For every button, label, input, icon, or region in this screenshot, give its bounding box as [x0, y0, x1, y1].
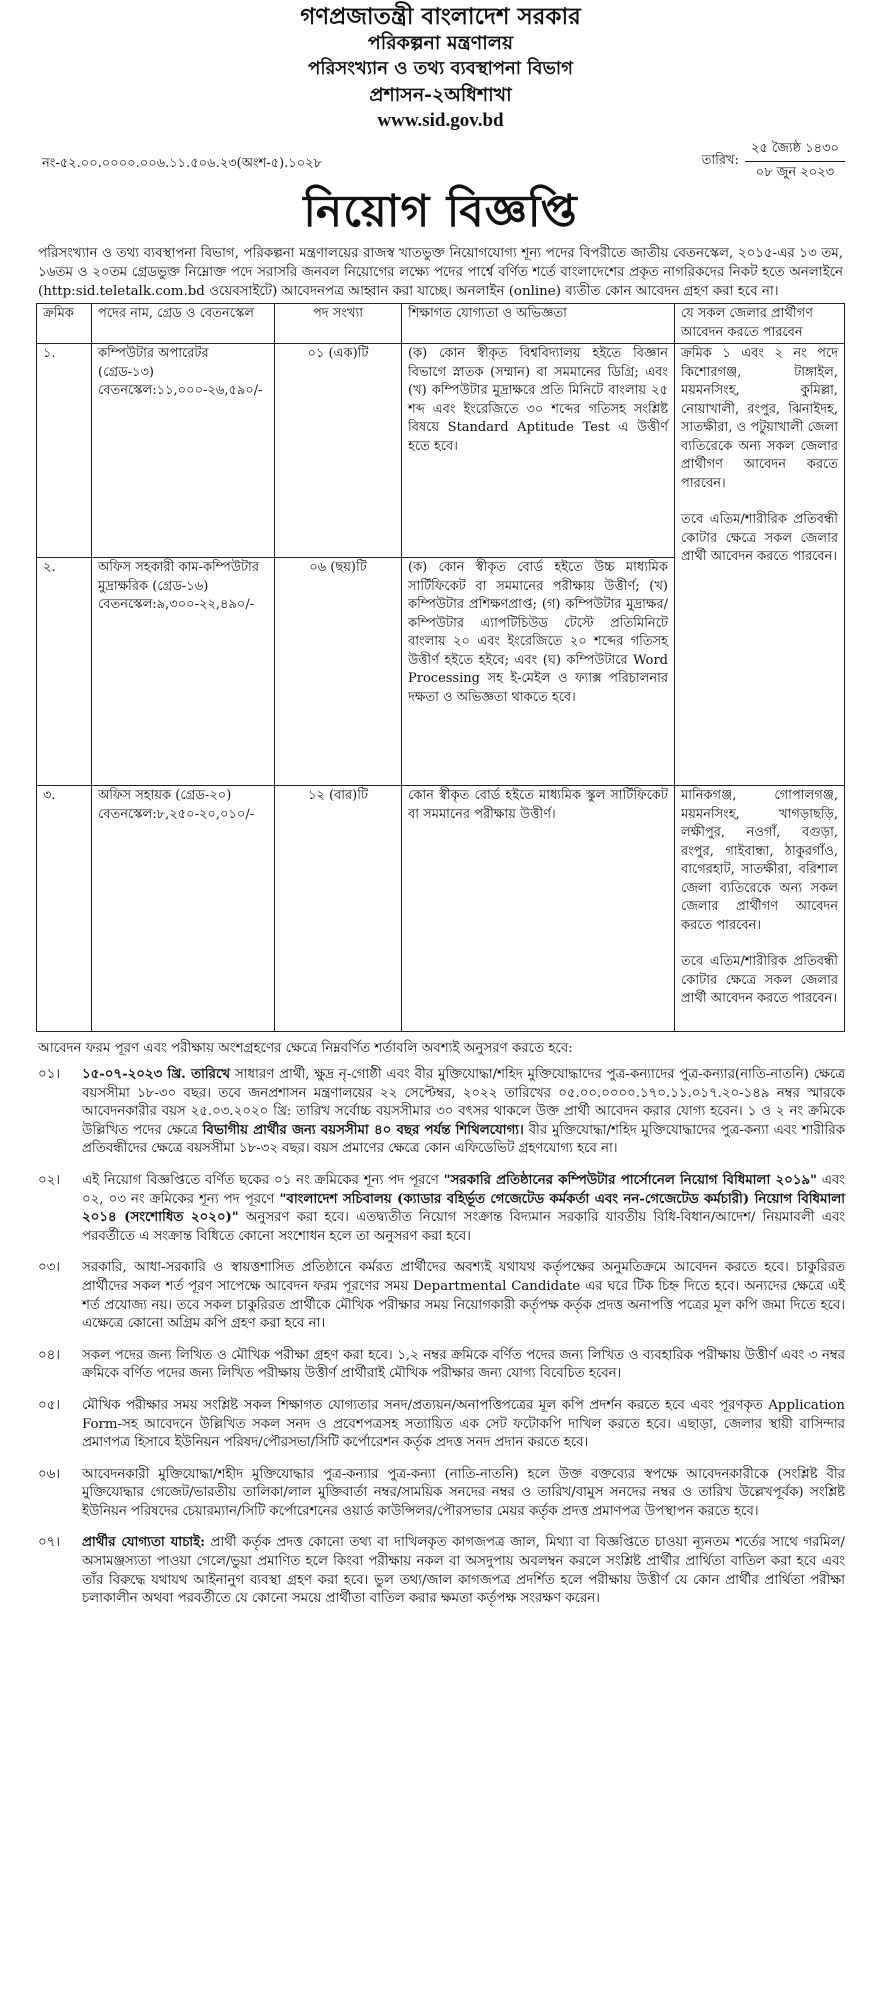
condition-text — [82, 1172, 845, 1246]
condition-text — [82, 1534, 845, 1608]
row-qualification: (ক) কোন স্বীকৃত বোর্ড হইতে উচ্চ মাধ্যমিক সার্টিফিকেট বা সমমানের পরীক্ষায় উত্তীর্ণ; (খ) কম্পিউটার প্রশিক্ষণপ্রাপ্ত; (গ) কম্পিউটার মুদ্রাক্ষর/কম্পিউটার এ্যাপটিচিউড টেস্টে প্রতিমিনিটে বাংলায় ২০ এবং ইংরেজিতে ২০ শব্দের গতিসহ উত্তীর্ণ হইতে হইবে; এবং (ঘ) কম্পিউটারে Word Processing সহ ই-মেইল ও ফ্যাক্স পরিচালনার দক্ষতা ও অভিজ্ঞতা থাকতে হবে। — [402, 558, 675, 786]
districts-text: ক্রমিক ১ এবং ২ নং পদে কিশোরগঞ্জ, টাঙ্গাইল, ময়মনসিংহ, কুমিল্লা, নোয়াখালী, রংপুর, ঝিনাইদহ, সাতক্ষীরা, ও পটুয়াখালী জেলা ব্যতিরেকে অন্য সকল জেলার প্রার্থীগণ আবেদন করতে পারবেন। — [681, 346, 838, 491]
condition-text-part: এবং ০২, ০৩ নং ক্রমিকের শূন্য পদ পূরণে — [82, 1172, 846, 1207]
condition-text: মৌখিক পরীক্ষার সময় সংশ্লিষ্ট সকল শিক্ষাগত যোগ্যতার সনদ/প্রত্যয়ন/অনাপত্তিপত্রের মূল কপি প্রদর্শন করতে হবে এবং পূরণকৃত Application Form-সহ আবেদনে উল্লিখিত সকল সনদ ও প্রবেশপত্রসহ সত্যায়িত এক সেট ফটোকপি দাখিল করতে হবে। এছাড়া, জেলার স্থায়ী বাসিন্দার প্রমাণপত্র হিসাবে ইউনিয়ন পরিষদ/পৌরসভা/সিটি কর্পোরেশন কর্তৃক প্রদত্ত সনদ প্রদান করতে হবে। — [82, 1397, 845, 1451]
condition-text-part: বীর মুক্তিযোদ্ধা/শহিদ মুক্তিযোদ্ধাদের পুত্র-কন্যা এবং শারীরিক প্রতিবন্ধীদের ক্ষেত্রে বয়সসীমা ১৮-৩২ বছর। বয়স প্রমাণের ক্ষেত্রে কোন এফিডেভিট গ্রহণযোগ্য হবে না। — [82, 1122, 846, 1157]
row-qualification: কোন স্বীকৃত বোর্ড হইতে মাধ্যমিক স্কুল সার্টিফিকেট বা সমমানের পরীক্ষায় উত্তীর্ণ। — [402, 786, 675, 1032]
row-post: অফিস সহায়ক (গ্রেড-২০) বেতনস্কেল:৮,২৫০-২০,০১০/- — [92, 786, 275, 1032]
conditions-intro: আবেদন ফরম পূরণ এবং পরীক্ষায় অংশগ্রহণের ক্ষেত্রে নিম্নবর্ণিত শর্তাবলি অবশ্যই অনুসরণ করতে হবে: — [38, 1041, 573, 1056]
row-count: ০৬ (ছয়)টি — [275, 558, 402, 786]
header-serial: ক্রমিক — [37, 304, 92, 344]
table-row — [37, 344, 845, 558]
intro-paragraph: পরিসংখ্যান ও তথ্য ব্যবস্থাপনা বিভাগ, পরিকল্পনা মন্ত্রণালয়ের রাজস্ব খাতভুক্ত নিয়োগযোগ্য শূন্য পদের বিপরীতে জাতীয় বেতনস্কেল, ২০১৫-এর ১৩ তম, ১৬তম ও ২০তম গ্রেডভুক্ত নিম্নোক্ত পদে সরাসরি জনবল নিয়োগের লক্ষ্যে পদের পার্শ্বে বর্ণিত শর্তে বাংলাদেশের প্রকৃত নাগরিকদের নিকট হতে অনলাইনে (http:sid.teletalk.com.bd ওয়েবসাইটে) আবেদনপত্র আহ্বান করা যাচ্ছে। অনলাইন (online) ব্যতীত কোন আবেদন গ্রহণ করা হবে না। — [38, 246, 843, 299]
condition-bold-part: বিভাগীয় প্রার্থীর জন্য বয়সসীমা ৪০ বছর পর্যন্ত শিথিলযোগ্য। — [202, 1122, 524, 1138]
posts-table — [36, 303, 845, 1032]
date-block — [702, 138, 845, 185]
condition-item — [36, 1172, 845, 1246]
condition-item — [36, 1466, 845, 1522]
condition-bold-lead: প্রার্থীর যোগ্যতা যাচাই: — [82, 1535, 205, 1551]
table-header-row — [37, 304, 845, 344]
condition-bold-lead: ১৫-০৭-২০২৩ খ্রি. তারিখে — [82, 1067, 231, 1082]
condition-number: ০৩। — [38, 1260, 61, 1276]
condition-number: ০৭। — [38, 1535, 61, 1551]
row-post: কম্পিউটার অপারেটর (গ্রেড-১৩) বেতনস্কেল:১১,০০০-২৬,৫৯০/- — [92, 344, 275, 558]
row-count: ০১ (এক)টি — [275, 344, 402, 558]
row-districts — [675, 344, 845, 786]
condition-bold-part: "বাংলাদেশ সচিবালয় (ক্যাডার বহির্ভূত গেজেটেড কর্মকর্তা এবং নন-গেজেটেড কর্মচারী) নিয়োগ বিধিমালা ২০১৪ (সংশোধিত ২০২০)" — [82, 1191, 845, 1226]
districts-quota-note: তবে এতিম/শারীরিক প্রতিবন্ধী কোটার ক্ষেত্রে সকল জেলার প্রার্থী আবেদন করতে পারবেন। — [681, 512, 838, 564]
date-english: ০৮ জুন ২০২৩ — [755, 165, 835, 180]
date-label: তারিখ: — [701, 153, 739, 168]
condition-item — [36, 1259, 845, 1333]
division-name: পরিসংখ্যান ও তথ্য ব্যবস্থাপনা বিভাগ — [308, 58, 573, 79]
reference-row — [36, 138, 845, 182]
condition-item — [36, 1066, 845, 1159]
condition-text: সরকারি, আধা-সরকারি ও স্বায়ত্তশাসিত প্রতিষ্ঠানে কর্মরত প্রার্থীদের অবশ্যই যথাযথ কর্তৃপক্ষের অনুমতিক্রমে আবেদন করতে হবে। চাকুরিরত প্রার্থীদের সকল শর্ত পূরণ সাপেক্ষে আবেদন ফরম পূরণের সময় Departmental Candidate এর ঘরে টিক চিহ্ন দিতে হবে। অন্যদের ক্ষেত্রে এই শর্ত প্রযোজ্য নয়। তবে সকল চাকুরিরত প্রার্থীকে মৌখিক পরীক্ষার সময় নিয়োগকারী কর্তৃপক্ষ কর্তৃক প্রদত্ত অনাপত্তি পত্রের মূল কপি জমা দিতে হবে। এক্ষেত্রে কোনো অগ্রিম কপি গ্রহণ করা হবে না। — [82, 1260, 846, 1332]
letterhead — [36, 0, 845, 134]
condition-item — [36, 1347, 845, 1384]
government-name: গণপ্রজাতন্ত্রী বাংলাদেশ সরকার — [300, 3, 581, 30]
header-count: পদ সংখ্যা — [275, 304, 402, 344]
condition-number: ০২। — [38, 1172, 61, 1188]
districts-quota-note: তবে এতিম/শারীরিক প্রতিবন্ধী কোটার ক্ষেত্রে সকল জেলার প্রার্থী আবেদন করতে পারবেন। — [681, 954, 838, 1006]
conditions-list — [36, 1066, 845, 1609]
condition-number: ০৫। — [38, 1397, 61, 1413]
condition-bold-part: "সরকারি প্রতিষ্ঠানের কম্পিউটার পার্সোনেল নিয়োগ বিধিমালা ২০১৯" — [443, 1172, 817, 1188]
notice-title: নিয়োগ বিজ্ঞপ্তি — [303, 186, 578, 237]
row-districts — [675, 786, 845, 1032]
row-qualification: (ক) কোন স্বীকৃত বিশ্ববিদ্যালয় হইতে বিজ্ঞান বিভাগে স্নাতক (সম্মান) বা সমমানের ডিগ্রি; এবং (খ) কম্পিউটার মুদ্রাক্ষরে প্রতি মিনিটে বাংলায় ২৫ শব্দ এবং ইংরেজিতে ৩০ শব্দের গতিসহ সংশ্লিষ্ট বিষয়ে Standard Aptitude Test এ উত্তীর্ণ হতে হবে। — [402, 344, 675, 558]
website-link[interactable]: www.sid.gov.bd — [377, 110, 504, 131]
condition-number: ০৪। — [38, 1347, 61, 1363]
header-qualification: শিক্ষাগত যোগ্যতা ও অভিজ্ঞতা — [402, 304, 675, 344]
memo-number: নং-৫২.০০.০০০০.০০৬.১১.৫০৬.২৩(অংশ-৫).১০২৮ — [42, 156, 323, 171]
row-serial: ৩. — [37, 786, 92, 1032]
condition-text-part: অনুসরণ করা হবে। এতদ্ব্যতীত নিয়োগ সংক্রান্ত বিদ্যমান সরকারি যাবতীয় বিধি-বিধান/আদেশ/ নিয়মাবলী এবং পরবর্তীতে এ সংক্রান্ত বিধিতে কোনো সংশোধন হলে তা অনুসরণ করা হবে। — [82, 1210, 845, 1244]
condition-text: আবেদনকারী মুক্তিযোদ্ধা/শহীদ মুক্তিযোদ্ধার পুত্র-কন্যার পুত্র-কন্যা (নাতি-নাতনি) হলে উক্ত বক্তব্যের স্বপক্ষে আবেদনকারীকে (সংশ্লিষ্ট বীর মুক্তিযোদ্ধার গেজেট/ভারতীয় তালিকা/লাল মুক্তিবার্তা নম্বর/সাময়িক সনদের নম্বর ও তারিখ/বামুস সনদের নম্বর ও তারিখ উল্লেখপূর্বক) সংশ্লিষ্ট ইউনিয়ন পরিষদের চেয়ারম্যান/সিটি কর্পোরেশনের ওয়ার্ড কাউন্সিলর/পৌরসভার মেয়র কর্তৃক প্রদত্ত প্রমাণপত্র উপস্থাপন করতে হবে। — [82, 1466, 845, 1519]
row-serial: ১. — [37, 344, 92, 558]
table-row — [37, 786, 845, 1032]
condition-text-part: এই নিয়োগ বিজ্ঞপ্তিতে বর্ণিত ছকের ০১ নং ক্রমিকের শূন্য পদ পূরণে — [82, 1172, 444, 1188]
condition-item — [36, 1534, 845, 1608]
condition-text-part: সাধারণ প্রার্থী, ক্ষুদ্র নৃ-গোষ্ঠী এবং বীর মুক্তিযোদ্ধা/শহিদ মুক্তিযোদ্ধাদের পুত্র-কন্যাদের পুত্র-কন্যার(নাতি-নাতনি) ক্ষেত্রে বয়সসীমা ১৮-৩০ বছর। তবে জনপ্রশাসন মন্ত্রণালয়ের ২২ সেপ্টেম্বর, ২০২২ তারিখের ০৫.০০.০০০০.১৭০.১১.০১৭.২০-১৪৯ নম্বর স্মারকে আবেদনকারীর বয়স ২৫.০৩.২০২০ খ্রি: তারিখ সর্বোচ্চ বয়সসীমার ৩০ বৎসর থাকলে উক্ত প্রার্থী আবেদন করার যোগ্য হবেন। ১ ও ২ নং ক্রমিকে উল্লিখিত পদের ক্ষেত্রে — [82, 1067, 845, 1138]
section-name: প্রশাসন-২অধিশাখা — [369, 84, 512, 106]
condition-item — [36, 1397, 845, 1453]
condition-text-part: প্রার্থী কর্তৃক প্রদত্ত কোনো তথ্য বা দাখিলকৃত কাগজপত্র জাল, মিথ্যা বা বিজ্ঞপ্তিতে চাওয়া ন্যূনতম শর্তের সাথে গরমিল/অসামঞ্জস্যতা পাওয়া গেলে/ভুয়া প্রমাণিত হলে কিংবা পরীক্ষায় নকল বা অসদুপায় অবলম্বন করলে সংশ্লিষ্ট প্রার্থীর প্রার্থিতা বাতিল করা হবে এবং তাঁর বিরুদ্ধে যথাযথ আইনানুগ ব্যবস্থা গ্রহণ করা হবে। ভুল তথ্য/জাল কাগজপত্র প্রদর্শিত হলে পরীক্ষায় উত্তীর্ণ যে কোন প্রার্থীর প্রার্থিতা পরীক্ষা চলাকালীন অথবা পরবর্তীতে যে কোনো সময়ে প্রার্থীতা বাতিল করার ক্ষমতা কর্তৃপক্ষ সংরক্ষণ করেন। — [82, 1535, 845, 1607]
condition-number: ০৬। — [38, 1466, 61, 1482]
condition-text: সকল পদের জন্য লিখিত ও মৌখিক পরীক্ষা গ্রহণ করা হবে। ১,২ নম্বর ক্রমিকে বর্ণিত পদের জন্য লিখিত ও ব্যবহারিক পরীক্ষায় উত্তীর্ণ এবং ৩ নম্বর ক্রমিকে বর্ণিত পদের জন্য লিখিত পরীক্ষায় উত্তীর্ণ প্রার্থীরাই মৌখিক পরীক্ষার জন্য যোগ্য বিবেচিত হবেন। — [82, 1347, 845, 1382]
condition-text — [82, 1066, 845, 1159]
header-post: পদের নাম, গ্রেড ও বেতনস্কেল — [92, 304, 275, 344]
header-districts: যে সকল জেলার প্রার্থীগণ আবেদন করতে পারবেন — [675, 304, 845, 344]
row-count: ১২ (বার)টি — [275, 786, 402, 1032]
row-post: অফিস সহকারী কাম-কম্পিউটার মুদ্রাক্ষরিক (গ্রেড-১৬) বেতনস্কেল:৯,৩০০-২২,৪৯০/- — [92, 558, 275, 786]
row-serial: ২. — [37, 558, 92, 786]
condition-number: ০১। — [38, 1067, 61, 1082]
date-bangla: ২৫ জ্যৈষ্ঠ ১৪৩০ — [745, 138, 845, 162]
ministry-name: পরিকল্পনা মন্ত্রণালয় — [367, 32, 514, 54]
districts-text: মানিকগঞ্জ, গোপালগঞ্জ, ময়মনসিংহ, খাগড়াছড়ি, লক্ষীপুর, নওগাঁ, বগুড়া, রংপুর, গাইবান্ধা, ঠাকুরগাঁও, বাগেরহাট, সাতক্ষীরা, বরিশাল জেলা ব্যতিরেকে অন্য সকল জেলার প্রার্থীগণ আবেদন করতে পারবেন। — [681, 788, 838, 933]
